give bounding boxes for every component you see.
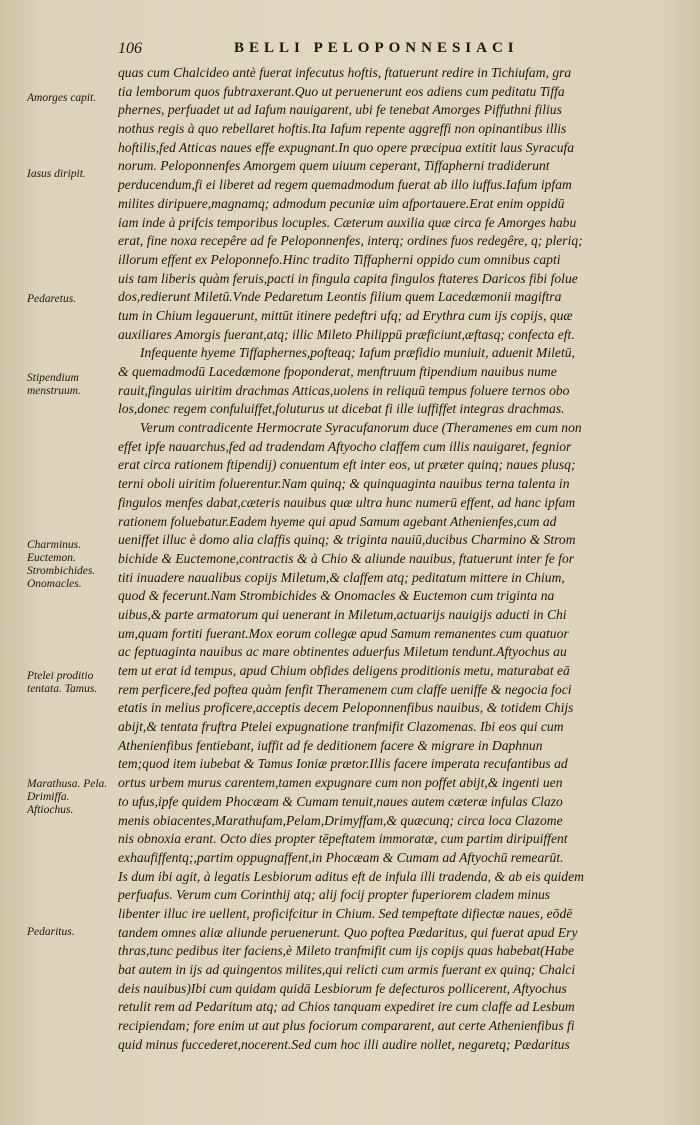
text-line: iam inde à prifcis temporibus locuples. Cæterum auxilia quæ circa fe Amorges habu [118,214,577,230]
text-line: auxiliares Amorgis fuerant,atq; illic Mileto Philippū præficiunt,æftasq; confecta eft. [118,326,575,342]
margin-note: Charminus. Euctemon. Strombichides. Onomacles. [27,539,96,590]
text-line: fingulos menfes dabat,cæteris nauibus quæ ultra hunc numerū effent, ad hanc ipfam [118,494,576,510]
text-line: los,donec regem confuluiffet,foluturus ut dicebat fi ille iuffiffet integras drachmas. [118,401,565,417]
running-head [118,38,678,60]
text-line: terni oboli uiritim foluerentur.Nam quinq; & quinquaginta nauibus terna talenta in [118,476,570,492]
text-line: nothus regis à quo rebellaret hoftis.Ita Iafum repente aggreffi non opinantibus illis [118,121,567,137]
text-line: tandem omnes aliæ aliunde peruenerunt. Quo poftea Pædaritus, qui fuerat apud Ery [118,924,578,940]
text-line: menis obiacentes,Marathufam,Pelam,Drimyffam,& quæcunq; circa loca Clazome [118,812,563,828]
body-text [118,64,678,1054]
margin-note: Pedaretus. [27,293,77,305]
text-line: recipiendam; fore enim ut aut plus fociorum compararent, aut certe Athenienfibus fi [118,1018,575,1034]
text-line: nis obnoxia erant. Octo dies propter tēpeftatem immoratæ, cum partim diripuiffent [118,831,568,847]
text-line: perducendum,fi ei liberet ad regem quemadmodum fuerat ab illo iuffus.Iafum ipfam [118,177,572,193]
text-line: exhaufiffentq;,partim oppugnaffent,in Phocæam & Cumam ad Aftyochū remearūt. [118,849,564,865]
text-line: ortus urbem murus carentem,tamen expugnare cum non poffet abijt,& ingenti uen [118,775,563,791]
text-line: thras,tunc pedibus iter faciens,è Mileto tranfmifit cum ijs copijs quas habebat(Habe [118,943,575,959]
text-line: rem perficere,fed poftea quàm fenfit Theramenem cum claffe ueniffe & negocia foci [118,681,572,697]
text-line: deis nauibus)Ibi cum quidam quidā Lesbiorum fe defecturos pollicerent, Aftyochus [118,980,567,996]
text-line: phernes, perfuadet ut ad Iafum nauigarent, ubi fe tenebat Amorges Piffuthni filius [118,102,562,118]
text-line: uibus,& parte armatorum qui uenerant in Miletum,actuarijs nauigijs aducti in Chi [118,606,567,622]
text-line: rationem foluebatur.Eadem hyeme qui apud Samum agebant Athenienfes,cum ad [118,513,557,529]
text-line: abijt,& tentata fruftra Ptelei expugnatione tranfmifit Clazomenas. Ibi eos qui cum [118,719,564,735]
margin-note: Iasus diripit. [27,168,86,180]
text-line: to ufus,ipfe quidem Phocæam & Cumam tenuit,naues autem cæteræ infulas Clazo [118,793,563,809]
text-line: um,quam fortiti fuerant.Mox eorum collegæ apud Samum remanentes cum quatuor [118,625,569,641]
text-line: & quemadmodū Lacedæmone fpoponderat, menftruum ftipendium nauibus nume [118,364,557,379]
text-line: perfuafus. Verum cum Corinthij atq; alij focij propter fuperiorem cladem minus [118,887,551,903]
text-line: tia lemborum quos fubtraxerant.Quo ut peruenerunt eos adiens cum peditatu Tiffa [118,83,565,99]
text-line: illorum effent ex Peloponnefo.Hinc tradito Tiffapherni oppido cum omnibus capti [118,251,561,267]
text-line: quas cum Chalcideo antè fuerat infecutus hoftis, ftatuerunt redire in Tichiufam, gra [118,65,572,80]
margin-notes [0,0,110,1125]
text-line: Athenienfibus fentiebant, iuffit ad fe deditionem facere & migrare in Daphnun [118,737,543,753]
text-line: rauit,fingulas uiritim drachmas Atticas,uolens in reliquū tempus foluere ternos obo [118,382,570,398]
margin-note: Ptelei proditio tentata. Tamus. [27,670,98,695]
text-line: Is dum ibi agit, à legatis Lesbiorum aditus eft de infula illi tradenda, & ab eis quidem [118,868,584,884]
text-line: erat, fine noxa recepêre ad fe Peloponnenfes, interq; ordines fuos redegêre, q; pleriq; [118,233,583,249]
text-line: ac feptuaginta nauibus ac mare obtinentes aduerfus Miletum tendunt.Aftyochus au [118,644,567,660]
text-line: tum in Chium legauerunt, mittūt itinere pedeftri ufq; ad Erythra cum ijs copijs, quæ [118,307,573,323]
text-line: Verum contradicente Hermocrate Syracufanorum duce (Theramenes em cum non [140,420,582,436]
text-line: quid minus fuccederet,nocerent.Sed cum hoc illi audire nollet, negaretq; Pædaritus [118,1036,570,1052]
margin-note: Pedaritus. [27,926,75,938]
text-line: hoftilis,fed Atticas naues effe expugnant.In quo opere præcipua extitit laus Syracufa [118,139,575,155]
page-number: 106 [118,40,142,57]
text-line: libenter illuc ire uellent, proficifcitur in Chium. Sed tempeftate difiectæ naues, eōdē [118,905,573,921]
text-line: tem;quod item iubebat & Tamus Ioniæ prætor.Illis facere imperata recufantibus ad [118,756,568,772]
text-line: milites diripuere,magnamq; admodum pecuniæ uim afportauere.Erat enim oppidū [118,195,565,211]
text-line: norum. Peloponnenfes Amorgem quem uiuum ceperant, Tiffapherni tradiderunt [118,158,550,174]
text-line: etatis in melius proficere,acceptis decem Peloponnenfibus nauibus, & totidem Chijs [118,700,574,716]
margin-note: Amorges capit. [27,92,97,104]
text-line: dos,redierunt Miletū.Vnde Pedaretum Leontis filium quem Lacedæmonii magiftra [118,289,562,305]
text-line: titi inuadere naualibus copijs Miletum,& claffem atq; peditatum mittere in Chium, [118,569,565,585]
text-line: uis tam liberis quàm feruis,pacti in fingula capita fingulos ftateres Daricos fibi folue [118,270,578,286]
text-line: effet ipfe nauarchus,fed ad tradendam Aftyocho claffem cum illis nauigaret, fegnior [118,438,572,454]
text-line: tem ut erat id tempus, apud Chium obfides deligens proditionis metu, maturabat eā [118,663,570,678]
text-line: quod & fecerunt.Nam Strombichides & Onomacles & Euctemon cum triginta na [118,588,555,604]
text-line: Infequente hyeme Tiffaphernes,pofteaq; Iafum præfidio muniuit, aduenit Miletū, [140,345,575,361]
text-line: bat autem in ijs ad quingentos milites,qui relicti cum armis fuerant ex quinq; Chalci [118,962,576,977]
running-title: BELLI PELOPONNESIACI [234,40,519,56]
text-line: bichide & Euctemone,contractis & à Chio & aliunde nauibus, ftatuerunt inter fe for [118,550,575,566]
text-line: erat circa rationem ftipendij) conuentum eft inter eos, ut præter quinq; naues plusq; [118,457,576,473]
margin-note: Marathusa. Pela. Drimiffa. Aftiochus. [27,778,108,816]
margin-note: Stipendium menstruum. [27,372,81,397]
text-line: retulit rem ad Pedaritum atq; ad Chios tanquam expediret ire cum claffe ad Lesbum [118,999,575,1015]
text-line: ueniffet illuc è domo alia claffis quinq; & triginta nauiū,ducibus Charmino & Strom [118,532,576,548]
